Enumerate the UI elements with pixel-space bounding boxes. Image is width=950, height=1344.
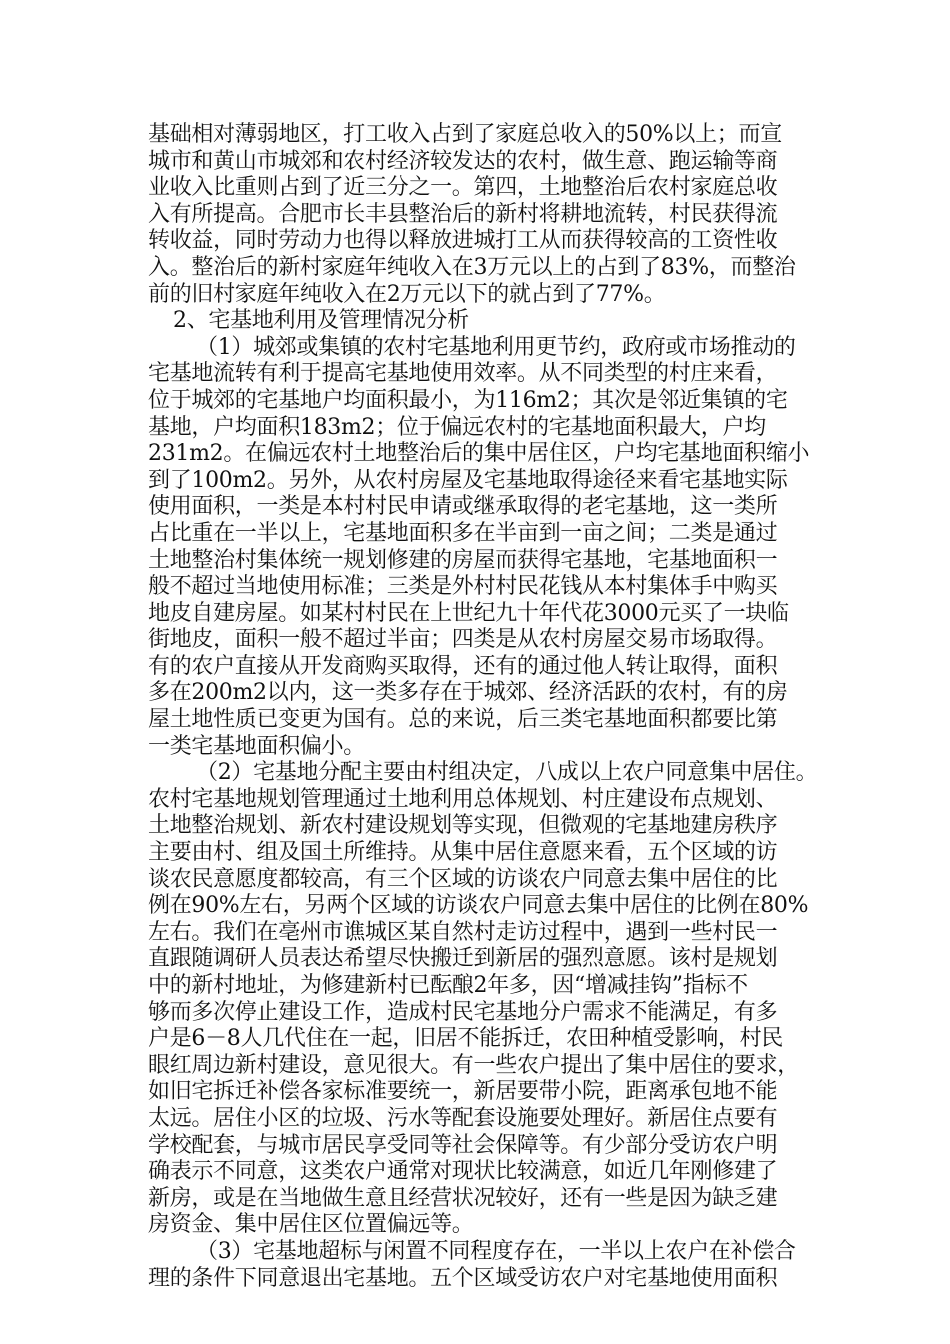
text-line: 学校配套，与城市居民享受同等社会保障等。有少部分受访农户明 xyxy=(148,1132,778,1158)
text-line: 确表示不同意，这类农户通常对现状比较满意，如近几年刚修建了 xyxy=(148,1159,778,1185)
text-line: 位于城郊的宅基地户均面积最小，为116m2；其次是邻近集镇的宅 xyxy=(148,387,788,413)
text-line: 使用面积，一类是本村村民申请或继承取得的老宅基地，这一类所 xyxy=(148,494,778,520)
text-line: 基地，户均面积183m2；位于偏远农村的宅基地面积最大，户均 xyxy=(148,414,766,440)
text-line: 占比重在一半以上，宅基地面积多在半亩到一亩之间；二类是通过 xyxy=(148,520,778,546)
text-line: 宅基地流转有利于提高宅基地使用效率。从不同类型的村庄来看， xyxy=(148,361,778,387)
text-line: 主要由村、组及国土所维持。从集中居住意愿来看，五个区域的访 xyxy=(148,840,778,866)
text-line: 新房，或是在当地做生意且经营状况较好，还有一些是因为缺乏建 xyxy=(148,1185,778,1211)
text-line: 城市和黄山市城郊和农村经济较发达的农村，做生意、跑运输等商 xyxy=(148,148,778,174)
text-line: 入。整治后的新村家庭年纯收入在3万元以上的占到了83%，而整治 xyxy=(148,254,796,280)
text-line: 有的农户直接从开发商购买取得，还有的通过他人转让取得，面积 xyxy=(148,653,778,679)
text-line: （3）宅基地超标与闲置不同程度存在，一半以上农户在补偿合 xyxy=(196,1238,796,1264)
text-line: 房资金、集中居住区位置偏远等。 xyxy=(148,1212,474,1238)
text-line: 土地整治村集体统一规划修建的房屋而获得宅基地，宅基地面积一 xyxy=(148,547,778,573)
text-line: 左右。我们在亳州市谯城区某自然村走访过程中，遇到一些村民一 xyxy=(148,919,778,945)
text-line: 到了100m2。另外，从农村房屋及宅基地取得途径来看宅基地实际 xyxy=(148,467,788,493)
text-line: 中的新村地址，为修建新村已酝酿2年多，因“增减挂钩”指标不 xyxy=(148,973,748,998)
text-line: 一类宅基地面积偏小。 xyxy=(148,733,366,759)
text-line: 太远。居住小区的垃圾、污水等配套设施要处理好。新居住点要有 xyxy=(148,1105,778,1131)
text-line: 2、宅基地利用及管理情况分析 xyxy=(173,308,469,334)
text-line: 户是6－8人几代住在一起，旧居不能拆迁，农田种植受影响，村民 xyxy=(148,1026,783,1052)
text-line: 理的条件下同意退出宅基地。五个区域受访农户对宅基地使用面积 xyxy=(148,1265,778,1291)
text-line: 如旧宅拆迁补偿各家标准要统一，新居要带小院，距离承包地不能 xyxy=(148,1079,778,1105)
text-line: 多在200m2以内，这一类多存在于城郊、经济活跃的农村，有的房 xyxy=(148,680,788,706)
text-line: 例在90%左右，另两个区域的访谈农户同意去集中居住的比例在80% xyxy=(148,893,809,919)
text-line: 基础相对薄弱地区，打工收入占到了家庭总收入的50%以上；而宣 xyxy=(148,122,782,147)
text-line: 前的旧村家庭年纯收入在2万元以下的就占到了77%。 xyxy=(148,281,666,307)
text-line: 231m2。在偏远农村土地整治后的集中居住区，户均宅基地面积缩小 xyxy=(148,441,810,467)
text-line: 业收入比重则占到了近三分之一。第四，土地整治后农村家庭总收 xyxy=(148,175,778,201)
text-line: 直跟随调研人员表达希望尽快搬迁到新居的强烈意愿。该村是规划 xyxy=(148,946,778,972)
text-line: 入有所提高。合肥市长丰县整治后的新村将耕地流转，村民获得流 xyxy=(148,201,778,227)
text-line: 街地皮，面积一般不超过半亩；四类是从农村房屋交易市场取得。 xyxy=(148,627,778,653)
text-line: 够而多次停止建设工作，造成村民宅基地分户需求不能满足，有多 xyxy=(148,999,778,1025)
text-line: 地皮自建房屋。如某村村民在上世纪九十年代花3000元买了一块临 xyxy=(148,600,789,626)
text-line: 转收益，同时劳动力也得以释放进城打工从而获得较高的工资性收 xyxy=(148,228,778,254)
text-line: （1）城郊或集镇的农村宅基地利用更节约，政府或市场推动的 xyxy=(196,334,796,360)
text-line: （2）宅基地分配主要由村组决定，八成以上农户同意集中居住。 xyxy=(196,760,818,786)
text-line: 谈农民意愿度都较高，有三个区域的访谈农户同意去集中居住的比 xyxy=(148,866,778,892)
text-line: 般不超过当地使用标准；三类是外村村民花钱从本村集体手中购买 xyxy=(148,574,778,600)
text-line: 眼红周边新村建设，意见很大。有一些农户提出了集中居住的要求， xyxy=(148,1052,800,1078)
text-line: 土地整治规划、新农村建设规划等实现，但微观的宅基地建房秩序 xyxy=(148,813,778,839)
text-line: 农村宅基地规划管理通过土地利用总体规划、村庄建设布点规划、 xyxy=(148,786,778,812)
text-line: 屋土地性质已变更为国有。总的来说，后三类宅基地面积都要比第 xyxy=(148,707,778,733)
document-body xyxy=(148,122,817,1292)
